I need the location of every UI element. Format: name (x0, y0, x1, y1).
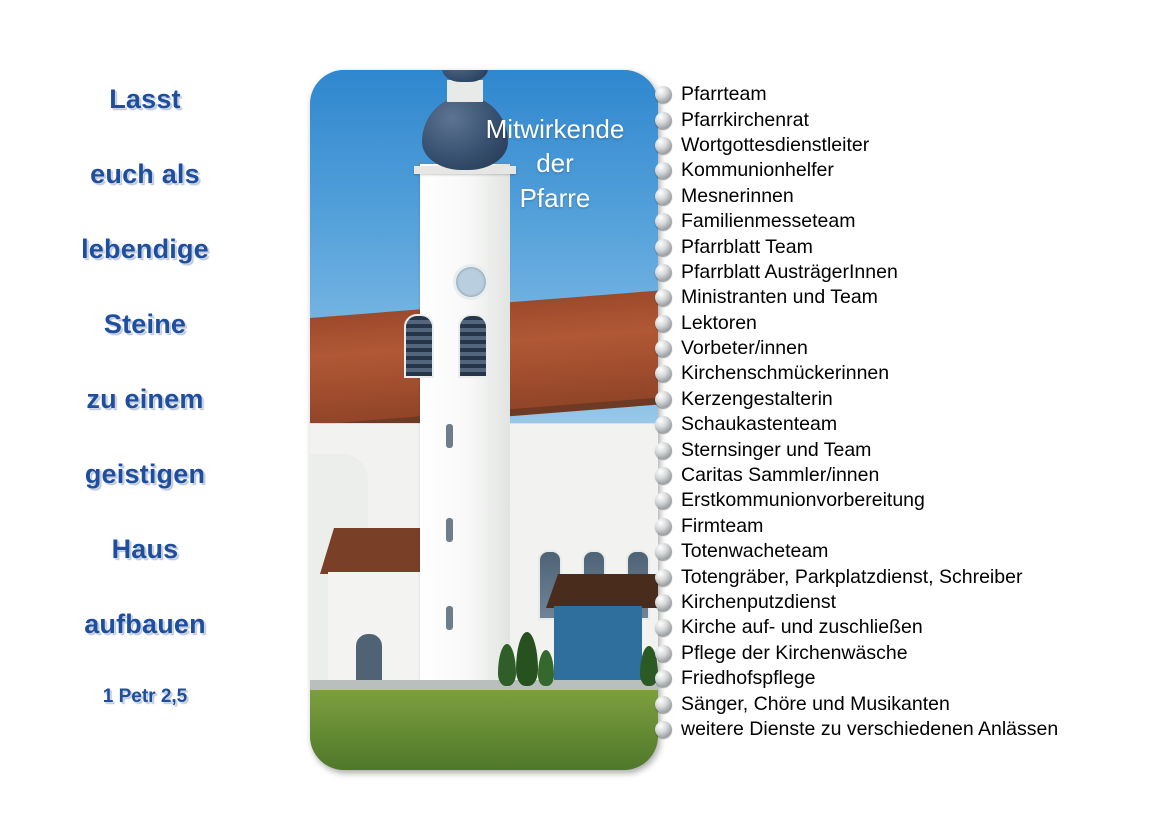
dome-neck (447, 80, 483, 102)
church-tower (420, 164, 510, 684)
sphere-bullet-icon (655, 391, 672, 408)
sphere-bullet-icon (655, 264, 672, 281)
belfry-louver (458, 314, 488, 378)
list-item-label: Firmteam (681, 514, 764, 537)
list-item (655, 82, 1160, 107)
sphere-bullet-icon (655, 289, 672, 306)
list-item (655, 133, 1160, 158)
list-item (655, 412, 1160, 437)
sphere-bullet-icon (655, 340, 672, 357)
sphere-bullet-icon (655, 188, 672, 205)
belfry-louver (404, 314, 434, 378)
list-item (655, 361, 1160, 386)
sphere-bullet-icon (655, 365, 672, 382)
photo-caption-line: Pfarre (519, 182, 591, 213)
list-item-label: Wortgottesdienstleiter (681, 133, 870, 156)
verse-line: Steine (103, 309, 187, 339)
list-item (655, 641, 1160, 666)
list-item (655, 488, 1160, 513)
tower-window (446, 424, 453, 448)
verse-line: Haus (111, 534, 179, 564)
sphere-bullet-icon (655, 442, 672, 459)
sphere-bullet-icon (655, 696, 672, 713)
list-item (655, 260, 1160, 285)
list-item-label: Pfarrblatt AusträgerInnen (681, 260, 898, 283)
list-item-label: Mesnerinnen (681, 184, 794, 207)
list-item (655, 691, 1160, 716)
sphere-bullet-icon (655, 543, 672, 560)
list-item-label: Familienmesseteam (681, 210, 856, 233)
sphere-bullet-icon (655, 670, 672, 687)
tower-clock (453, 264, 489, 300)
list-item-label: Sternsinger und Team (681, 438, 872, 461)
list-item (655, 514, 1160, 539)
list-item (655, 387, 1160, 412)
sphere-bullet-icon (655, 721, 672, 738)
list-item-label: Caritas Sammler/innen (681, 464, 880, 487)
verse-block (0, 86, 290, 708)
verse-line: Lasst (109, 84, 181, 114)
ministries-list (655, 82, 1160, 742)
list-item-label: Ministranten und Team (681, 286, 878, 309)
list-item-label: Vorbeter/innen (681, 337, 808, 360)
sphere-bullet-icon (655, 569, 672, 586)
verse-reference: 1 Petr 2,5 (102, 686, 188, 707)
verse-line: euch als (90, 159, 200, 189)
photo-caption-line: Mitwirkende (485, 114, 625, 144)
verse-line: geistigen (84, 459, 206, 489)
list-item-label: Friedhofspflege (681, 667, 816, 690)
list-item (655, 564, 1160, 589)
list-item-label: Kirche auf- und zuschließen (681, 616, 923, 639)
photo-caption-line: der (536, 148, 574, 179)
list-item-label: Pfarrblatt Team (681, 235, 813, 258)
list-item-label: Kommunionhelfer (681, 159, 834, 182)
list-item (655, 717, 1160, 742)
sphere-bullet-icon (655, 416, 672, 433)
tower-window (446, 606, 453, 630)
sphere-bullet-icon (655, 645, 672, 662)
list-item (655, 437, 1160, 462)
sphere-bullet-icon (655, 619, 672, 636)
list-item (655, 336, 1160, 361)
sphere-bullet-icon (655, 137, 672, 154)
sphere-bullet-icon (655, 594, 672, 611)
grass-foreground (310, 684, 658, 770)
list-item (655, 463, 1160, 488)
list-item-label: Erstkommunionvorbereitung (681, 489, 925, 512)
annex-building (554, 606, 642, 684)
list-item (655, 209, 1160, 234)
list-item-label: Totengräber, Parkplatzdienst, Schreiber (681, 565, 1023, 588)
list-item-label: Kerzengestalterin (681, 387, 833, 410)
annex-roof (546, 574, 658, 608)
list-item-label: Totenwacheteam (681, 540, 829, 563)
sphere-bullet-icon (655, 213, 672, 230)
list-item (655, 234, 1160, 259)
list-item (655, 539, 1160, 564)
sphere-bullet-icon (655, 467, 672, 484)
list-item (655, 311, 1160, 336)
sphere-bullet-icon (655, 162, 672, 179)
sphere-bullet-icon (655, 492, 672, 509)
list-item-label: Kirchenschmückerinnen (681, 362, 890, 385)
list-item (655, 590, 1160, 615)
list-item (655, 158, 1160, 183)
list-item-label: Kirchenputzdienst (681, 591, 837, 613)
list-item-label: weitere Dienste zu verschiedenen Anlässen (681, 717, 1059, 740)
tower-window (446, 518, 453, 542)
list-item (655, 107, 1160, 132)
list-item-label: Lektoren (681, 311, 757, 334)
sphere-bullet-icon (655, 518, 672, 535)
porch-door (356, 634, 382, 684)
verse-line: lebendige (81, 234, 209, 264)
list-item (655, 666, 1160, 691)
verse-line: zu einem (86, 384, 204, 414)
list-item-label: Pflege der Kirchenwäsche (681, 641, 908, 664)
list-item-label: Pfarrkirchenrat (681, 108, 809, 131)
sphere-bullet-icon (655, 239, 672, 256)
church-photo (310, 70, 658, 770)
sphere-bullet-icon (655, 86, 672, 103)
list-item (655, 184, 1160, 209)
sphere-bullet-icon (655, 112, 672, 129)
verse-line: aufbauen (84, 609, 206, 639)
wall-base (310, 680, 658, 690)
list-item-label: Schaukastenteam (681, 413, 838, 436)
list-item (655, 615, 1160, 640)
sphere-bullet-icon (655, 315, 672, 332)
list-item-label: Pfarrteam (681, 83, 767, 106)
list-item (655, 285, 1160, 310)
photo-caption (465, 112, 645, 215)
list-item-label: Sänger, Chöre und Musikanten (681, 692, 950, 715)
